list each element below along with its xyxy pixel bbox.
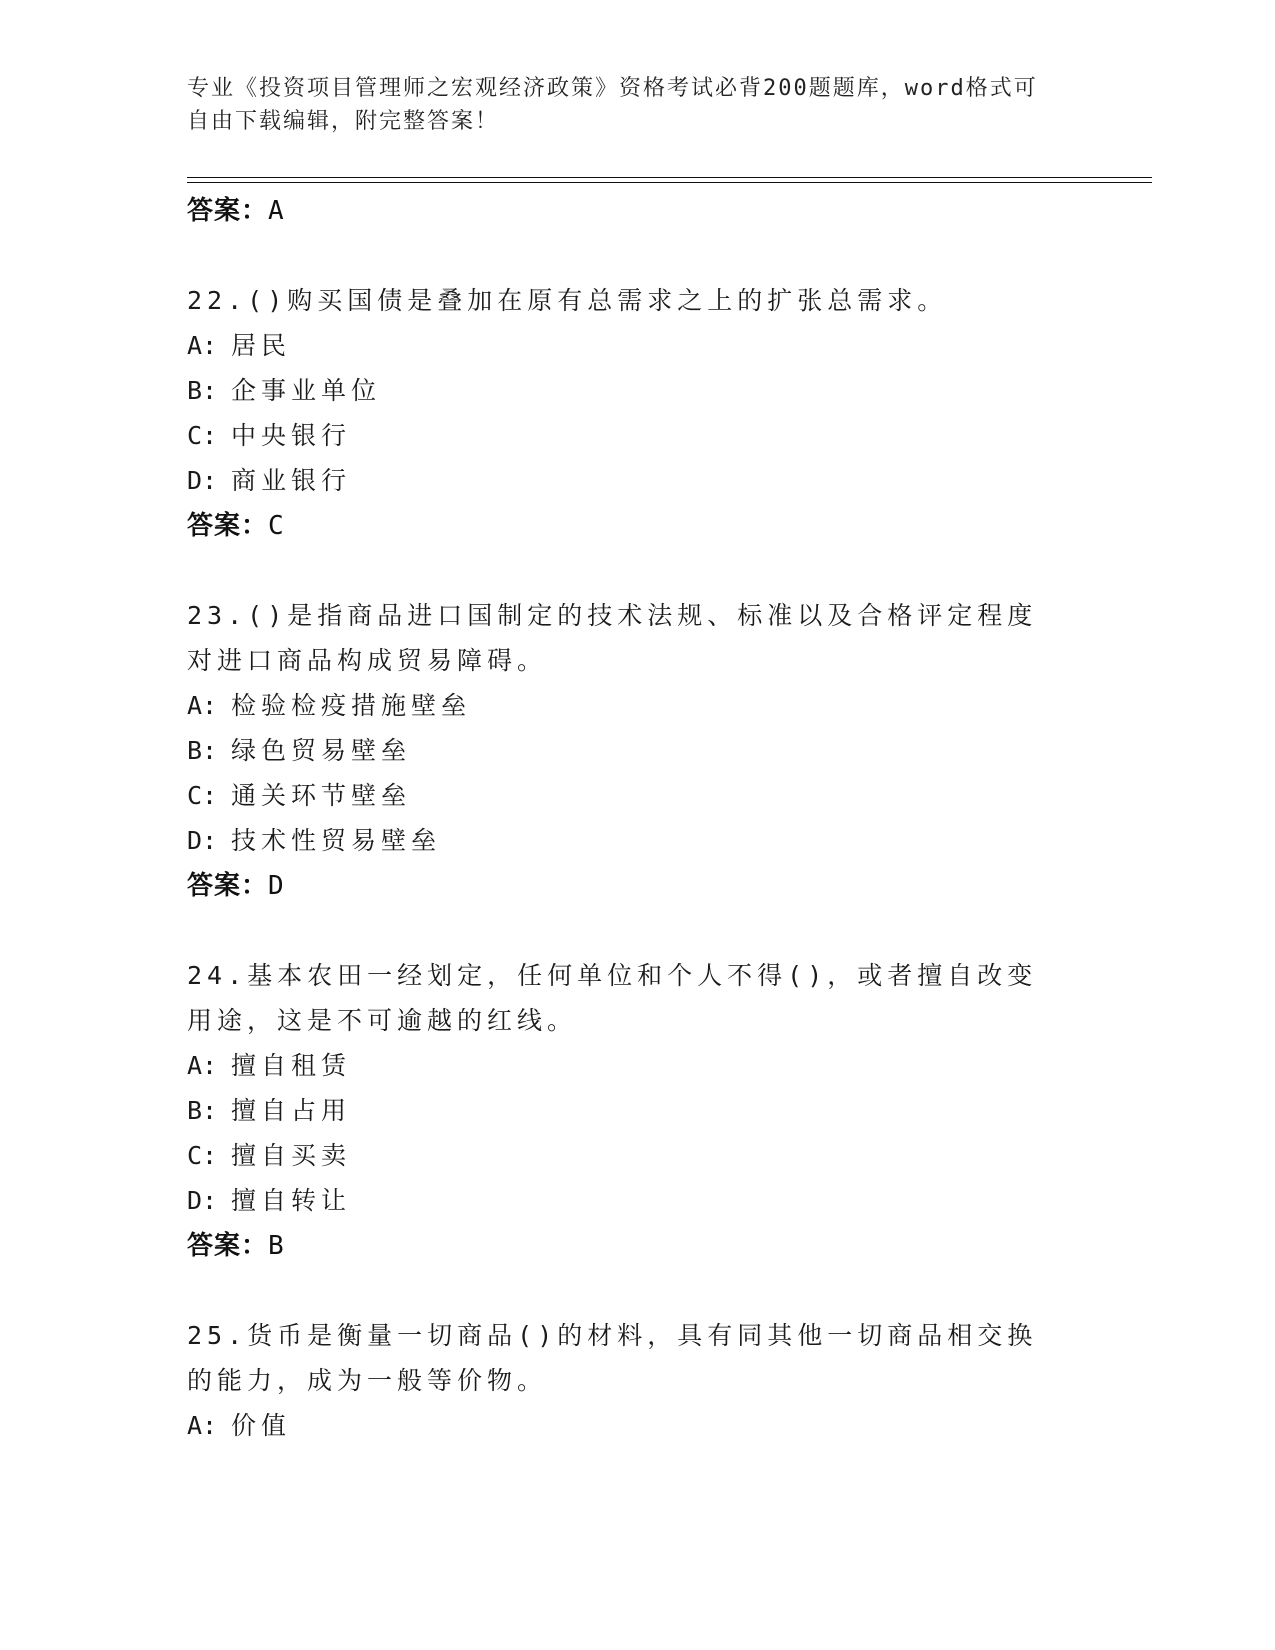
question-block — [187, 953, 1087, 1269]
option-d: D: 擅自转让 — [187, 1186, 352, 1215]
question-list — [187, 188, 1087, 1448]
option-b: B: 绿色贸易壁垒 — [187, 736, 412, 765]
option-a: A: 擅自租赁 — [187, 1051, 352, 1080]
question-number: 24. — [187, 961, 248, 990]
answer-line — [187, 863, 1087, 909]
answer-line — [187, 503, 1087, 549]
document-header — [187, 72, 1067, 138]
header-line-1: 专业《投资项目管理师之宏观经济政策》资格考试必背200题题库，word格式可 — [187, 76, 1038, 101]
answer-value: A — [268, 196, 285, 226]
answer-label: 答案： — [187, 196, 269, 226]
option-d: D: 技术性贸易壁垒 — [187, 826, 442, 855]
option-c: C: 中央银行 — [187, 421, 352, 450]
question-block — [187, 593, 1087, 909]
answer-value: C — [268, 511, 285, 541]
question-text: 22.()购买国债是叠加在原有总需求之上的扩张总需求。 — [187, 286, 948, 315]
option-d: D: 商业银行 — [187, 466, 352, 495]
answer-label: 答案： — [187, 511, 269, 541]
question-block — [187, 1313, 1087, 1448]
question-text: 25.货币是衡量一切商品()的材料，具有同其他一切商品相交换的能力，成为一般等价物。 — [187, 1321, 1038, 1395]
answer-line — [187, 188, 1087, 234]
header-divider-top — [187, 177, 1152, 178]
option-c: C: 擅自买卖 — [187, 1141, 352, 1170]
question-number: 22. — [187, 286, 248, 315]
option-a: A: 价值 — [187, 1411, 292, 1440]
option-b: B: 擅自占用 — [187, 1096, 352, 1125]
answer-label: 答案： — [187, 1231, 269, 1261]
option-a: A: 居民 — [187, 331, 292, 360]
answer-label: 答案： — [187, 871, 269, 901]
option-c: C: 通关环节壁垒 — [187, 781, 412, 810]
answer-value: D — [268, 871, 285, 901]
question-text: 23.()是指商品进口国制定的技术法规、标准以及合格评定程度对进口商品构成贸易障碍。 — [187, 601, 1038, 675]
question-number: 23. — [187, 601, 248, 630]
answer-value: B — [268, 1231, 285, 1261]
question-block — [187, 278, 1087, 549]
header-line-2: 自由下载编辑，附完整答案！ — [187, 109, 500, 134]
header-divider-bottom — [187, 182, 1152, 183]
answer-line — [187, 1223, 1087, 1269]
option-b: B: 企事业单位 — [187, 376, 382, 405]
option-a: A: 检验检疫措施壁垒 — [187, 691, 472, 720]
question-number: 25. — [187, 1321, 248, 1350]
question-text: 24.基本农田一经划定，任何单位和个人不得()，或者擅自改变用途，这是不可逾越的红线。 — [187, 961, 1038, 1035]
